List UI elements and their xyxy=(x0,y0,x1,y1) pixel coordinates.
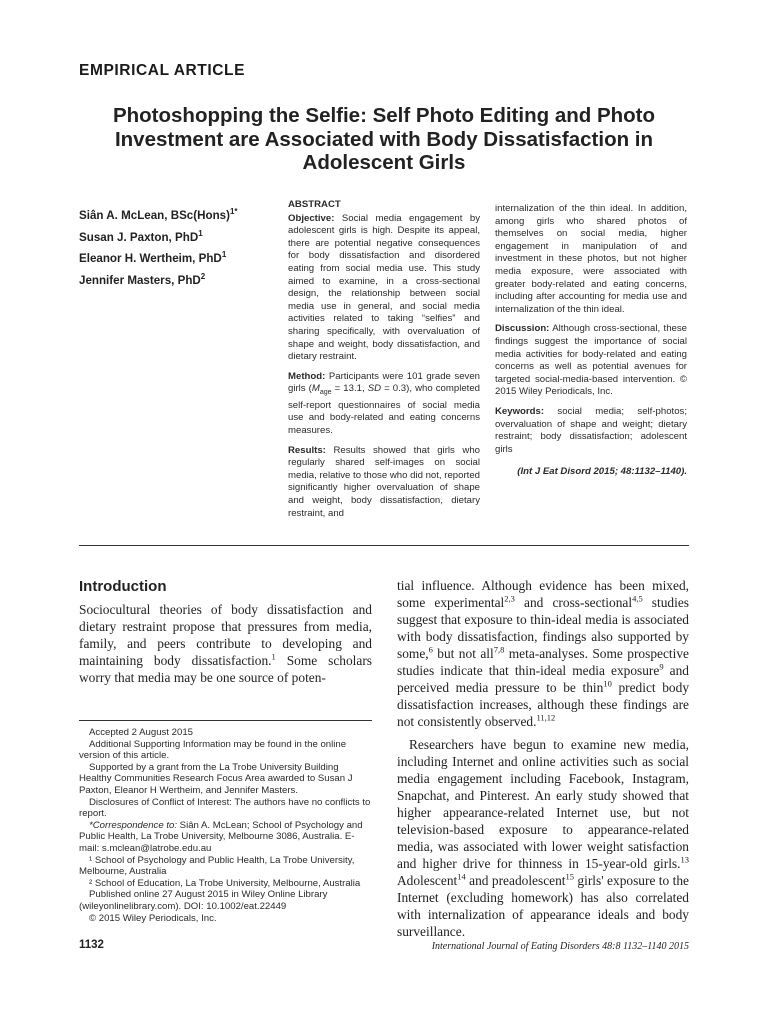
body-column-right xyxy=(397,577,689,940)
footnote-affiliation-2: ² School of Education, La Trobe University, Melbourne, Australia xyxy=(89,877,361,889)
paragraph: Researchers have begun to examine new media, including Internet and online activities such as social media engagement including Facebook, Instagram, Snapchat, and Pinterest. An early study showed that higher appearance-related Internet use, but not television-based exposure to appearance-related media, was associated with lower weight satisfaction and higher drive for thinness in 15-year-old girls.$^{13}$ Adolescent$^{14}$ and preadolescent$^{15}$ girls' exposure to the Internet (excluding homework) has also correlated with internalization of appearance ideals and body surveillance. xyxy=(397,737,689,939)
footnote-disclosure: Disclosures of Conflict of Interest: The authors have no conflicts to report. xyxy=(79,796,371,820)
body-column-left xyxy=(79,601,372,686)
author: Siân A. McLean, BSc(Hons)$^{1*}$ xyxy=(79,207,238,222)
author: Susan J. Paxton, PhD$^1$ xyxy=(79,228,203,244)
abstract-method: Method: Participants were 101 grade seven girls ($M_{age} = 13.1$, SD = 0.3), who completed self-report questionnaires of social media use and body-related and eating concerns measures. xyxy=(288,370,481,436)
journal-footer: International Journal of Eating Disorders 48:8 1132–1140 2015 xyxy=(431,941,689,952)
footnotes xyxy=(79,727,372,924)
footnote-copyright: © 2015 Wiley Periodicals, Inc. xyxy=(89,912,217,924)
article-title: Photoshopping the Selfie: Self Photo Editing and Photo Investment are Associated with Body Dissatisfaction in Adolescent Girls xyxy=(112,104,656,174)
footnote-grant: Supported by a grant from the La Trobe University Building Healthy Communities Research Focus Area awarded to Susan J Paxton, Eleanor H Wertheim, and Jennifer Masters. xyxy=(79,761,353,796)
footnote-correspondence: *Correspondence to: Siân A. McLean; School of Psychology and Public Health, La Trobe University, Melbourne 3086, Australia. E-mail: s.mclean@latrobe.edu.au xyxy=(79,819,363,854)
abstract-column-left xyxy=(288,199,480,527)
section-divider xyxy=(79,545,689,546)
introduction-heading: Introduction xyxy=(79,578,167,595)
footnote-accepted: Accepted 2 August 2015 xyxy=(89,727,194,738)
author: Jennifer Masters, PhD$^2$ xyxy=(79,271,206,287)
author-list xyxy=(79,203,238,290)
footnote-affiliation-1: ¹ School of Psychology and Public Health, La Trobe University, Melbourne, Australia xyxy=(79,854,355,878)
footnote-published: Published online 27 August 2015 in Wiley Online Library (wileyonlinelibrary.com). DOI: 10.1002/eat.22449 xyxy=(79,889,328,912)
abstract-results-continued: internalization of the thin ideal. In addition, among girls who shared photos of themselves on social media, higher engagement in manipulation of and investment in these photos, but not higher media exposure, were associated with greater body-related and eating concerns, including after accounting for media use and internalization of the thin ideal. xyxy=(495,203,687,315)
author: Eleanor H. Wertheim, PhD$^1$ xyxy=(79,250,227,266)
page-number: 1132 xyxy=(79,939,104,951)
abstract-objective: Objective: Social media engagement by adolescent girls is high. Despite its appeal, there are potential negative consequences for body dissatisfaction and disordered eating from social media use. This study aimed to examine, in a cross-sectional design, the relationship between social media use in general, and social media activities related to taking “selfies” and sharing specifically, with overvaluation of shape and weight, body dissatisfaction, and dietary restraint. xyxy=(288,212,480,363)
abstract-column-right xyxy=(495,203,687,479)
abstract-discussion: Discussion: Although cross-sectional, these findings suggest the importance of social media activities for body-related and eating concerns as well as potential avenues for targeted social-media-based intervention. © 2015 Wiley Periodicals, Inc. xyxy=(495,323,687,398)
abstract-citation: (Int J Eat Disord 2015; 48:1132–1140). xyxy=(517,466,687,478)
footnote-supporting: Additional Supporting Information may be found in the online version of this article. xyxy=(79,738,347,762)
article-type-label: EMPIRICAL ARTICLE xyxy=(79,62,246,79)
paragraph: Sociocultural theories of body dissatisfaction and dietary restraint propose that pressures from media, family, and peers contribute to developing and maintaining body dissatisfaction.$^1$ Some scholars worry that media may be one source of poten- xyxy=(79,602,373,685)
footnote-divider xyxy=(79,720,372,721)
paragraph: tial influence. Although evidence has been mixed, some experimental$^{2,3}$ and cross-sectional$^{4,5}$ studies suggest that exposure to thin-ideal media is associated with body dissatisfaction, findings also supported by some,$^6$ but not all$^{7,8}$ meta-analyses. Some prospective studies indicate that thin-ideal media exposure$^9$ and perceived media pressure to be thin$^{10}$ predict body dissatisfaction increases, although these findings are not consistently observed.$^{11,12}$ xyxy=(397,578,690,729)
abstract-heading: ABSTRACT xyxy=(288,199,341,210)
abstract-results: Results: Results showed that girls who regularly shared self-images on social media, relative to those who did not, reported significantly higher overvaluation of shape and weight, body dissatisfaction, dietary restraint, and xyxy=(288,444,480,519)
abstract-keywords: Keywords: social media; self-photos; overvaluation of shape and weight; dietary restraint; body dissatisfaction; adolescent girls xyxy=(495,405,687,455)
